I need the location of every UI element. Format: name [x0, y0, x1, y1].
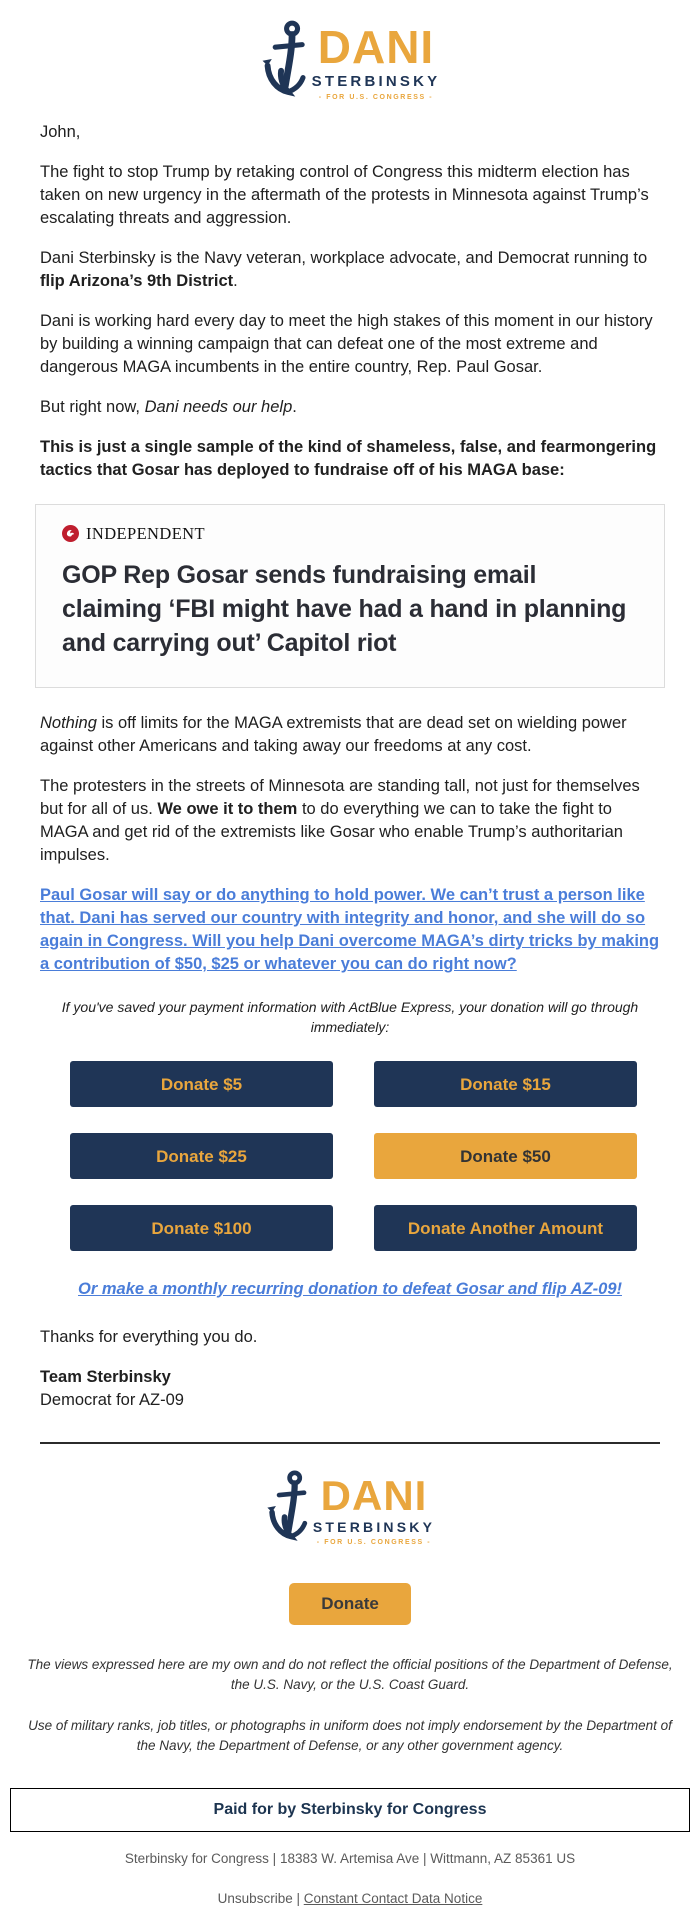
unsubscribe-row	[0, 1891, 700, 1906]
nothing-italic-text: Nothing	[40, 714, 97, 732]
signoff-block	[40, 1366, 660, 1412]
paragraph-dani-intro-text: Dani Sterbinsky is the Navy veteran, workplace advocate, and Democrat running to	[40, 249, 648, 267]
protesters-post-text: to do everything we can to take the fight to MAGA and get rid of the extremists like Gosar who enable Trump’s authoritarian impulses.	[40, 800, 623, 864]
independent-eagle-icon	[62, 525, 79, 542]
donate-button-grid	[70, 1061, 637, 1251]
paragraph-cta	[40, 884, 660, 976]
donate-100-button[interactable]: Donate $100	[70, 1205, 333, 1251]
donate-another-amount-button[interactable]: Donate Another Amount	[374, 1205, 637, 1251]
paragraph-working-hard: Dani is working hard every day to meet the high stakes of this moment in our history by building a winning campaign that can defeat one of the most extreme and dangerous MAGA incumbents in the entire country, Rep. Paul Gosar.	[40, 312, 653, 376]
campaign-logo	[260, 16, 441, 107]
logo-text	[313, 1466, 435, 1546]
nothing-rest-text: is off limits for the MAGA extremists that are dead set on wielding power against other Americans and taking away our freedoms at any cost.	[40, 714, 627, 755]
military-disclaimer-text: Use of military ranks, job titles, or photographs in uniform does not imply endorsement by the Department of the Navy, the Department of Defense, or any other government agency.	[28, 1718, 672, 1753]
donate-5-button[interactable]: Donate $5	[70, 1061, 333, 1107]
news-headline: GOP Rep Gosar sends fundraising email claiming ‘FBI might have had a hand in planning and carrying out’ Capitol riot	[62, 561, 627, 657]
logo-last-name: STERBINSKY	[311, 72, 441, 90]
constant-contact-data-notice-link[interactable]: Constant Contact Data Notice	[303, 1891, 483, 1906]
monthly-recurring-donation-link[interactable]: Or make a monthly recurring donation to defeat Gosar and flip AZ-09!	[78, 1280, 622, 1298]
campaign-address-text: Sterbinsky for Congress | 18383 W. Artemisa Ave | Wittmann, AZ 85361 US	[124, 1851, 576, 1866]
logo-last-name: STERBINSKY	[312, 1518, 436, 1535]
paid-for-box: Paid for by Sterbinsky for Congress	[10, 1788, 690, 1832]
donate-50-button[interactable]: Donate $50	[374, 1133, 637, 1179]
owe-it-bold-text: We owe it to them	[157, 800, 298, 818]
footer-donate-button[interactable]: Donate	[289, 1583, 411, 1625]
logo-text	[312, 16, 441, 101]
signoff-role: Democrat for AZ-09	[40, 1391, 184, 1409]
footer-logo[interactable]	[0, 1450, 700, 1557]
news-article-card	[35, 504, 665, 688]
flip-district-bold-text: flip Arizona’s 9th District	[40, 272, 234, 290]
donate-15-button[interactable]: Donate $15	[374, 1061, 637, 1107]
logo-tagline: - FOR U.S. CONGRESS -	[316, 1538, 432, 1546]
actblue-express-note: If you've saved your payment information with ActBlue Express, your donation will go through immediately:	[61, 999, 639, 1035]
paragraph-single-sample: This is just a single sample of the kind of shameless, false, and fearmongering tactics that Gosar has deployed to fundraise off of his MAGA base:	[40, 438, 657, 479]
footer-divider	[40, 1442, 660, 1444]
paragraph-nothing	[40, 712, 660, 758]
logo-tagline: - FOR U.S. CONGRESS -	[318, 93, 434, 101]
needs-help-italic-text: Dani needs our help	[144, 398, 293, 416]
greeting-text: John,	[40, 123, 81, 141]
views-disclaimer-text: The views expressed here are my own and do not reflect the official positions of the Department of Defense, the U.S. Navy, or the U.S. Coast Guard.	[27, 1657, 673, 1692]
logo-first-name: DANI	[317, 21, 435, 73]
paragraph-protesters	[40, 775, 660, 867]
paragraph-dani-intro	[40, 247, 660, 293]
logo-first-name: DANI	[320, 1472, 428, 1519]
thanks-text: Thanks for everything you do.	[40, 1328, 258, 1346]
paragraph-needs-help	[40, 396, 660, 419]
paragraph-dani-intro-period: .	[233, 272, 238, 290]
paragraph-fight: The fight to stop Trump by retaking control of Congress this midterm election has taken on new urgency in the aftermath of the protests in Minnesota against Trump’s escalating threats and aggression.	[40, 163, 649, 227]
donate-25-button[interactable]: Donate $25	[70, 1133, 333, 1179]
news-source-row	[62, 522, 638, 545]
protesters-pre-text: The protesters in the streets of Minnesota are standing tall, not just for themselves but for all of us.	[40, 777, 640, 818]
anchor-icon	[260, 16, 314, 107]
link-separator: |	[292, 1891, 304, 1906]
header-logo[interactable]	[0, 0, 700, 113]
email-body	[0, 113, 700, 1444]
signoff-name: Team Sterbinsky	[40, 1368, 171, 1386]
anchor-icon	[265, 1466, 315, 1551]
campaign-logo-footer	[265, 1466, 435, 1551]
news-source-name: INDEPENDENT	[86, 524, 205, 543]
needs-help-pre-text: But right now,	[40, 398, 145, 416]
needs-help-period: .	[292, 398, 297, 416]
unsubscribe-link[interactable]: Unsubscribe	[217, 1891, 293, 1906]
contribution-cta-link[interactable]: Paul Gosar will say or do anything to hold power. We can’t trust a person like that. Dani has served our country with integrity and honor, and she will do so again in Congress. Will you help Dani overcome MAGA’s dirty tricks by making a contribution of $50, $25 or whatever you can do right now?	[40, 886, 660, 973]
